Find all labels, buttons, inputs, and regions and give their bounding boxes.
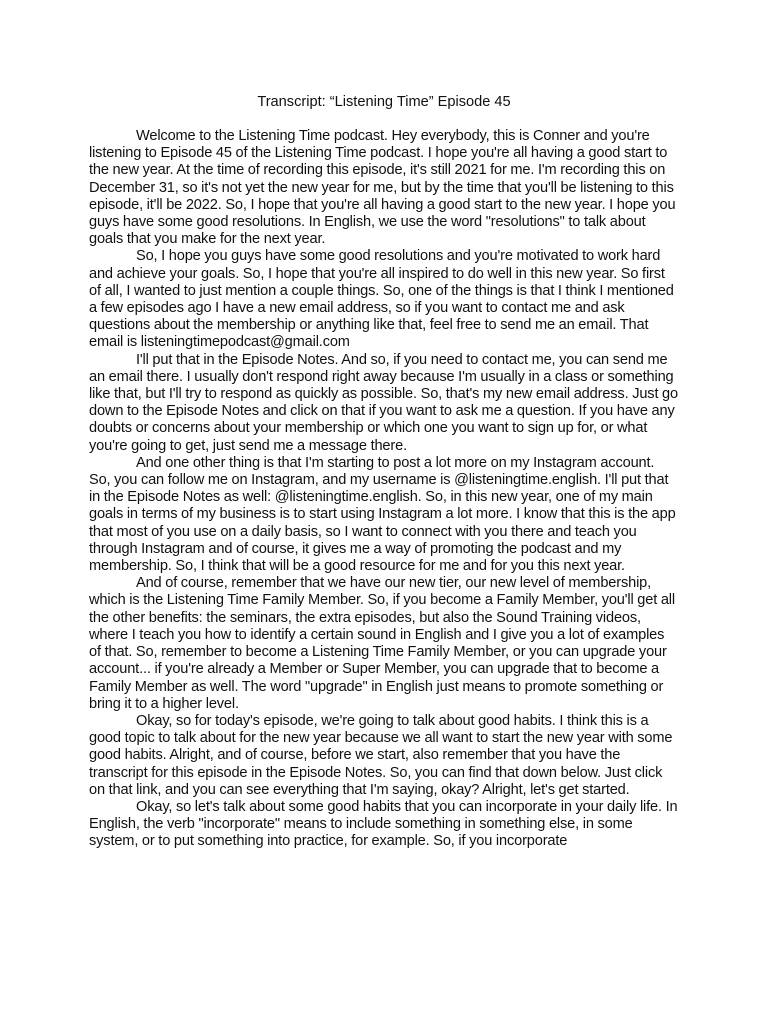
document-title: Transcript: “Listening Time” Episode 45 [257, 94, 511, 110]
paragraph-1: Welcome to the Listening Time podcast. Hey everybody, this is Conner and you're listening to Episode 45 of the Listening Time podcast. I hope you're all having a good start to the new year. At the time of recording this episode, it's still 2021 for me. I'm recording this on December 31, so it's not yet the new year for me, but by the time that you'll be listening to this episode, it'll be 2022. So, I hope that you're all having a good start to the new year. I hope you guys have some good resolutions. In English, we use the word "resolutions" to talk about goals that you make for the next year. [89, 128, 676, 248]
paragraph-3: I'll put that in the Episode Notes. And so, if you need to contact me, you can send me an email there. I usually don't respond right away because I'm usually in a class or something like that, but I'll try to respond as quickly as possible. So, that's my new email address. Just go down to the Episode Notes and click on that if you want to ask me a question. If you have any doubts or concerns about your membership or which one you want to sign up for, or what you're going to get, just send me a message there. [89, 351, 678, 454]
transcript-body [89, 128, 679, 851]
paragraph-6: Okay, so for today's episode, we're going to talk about good habits. I think this is a good topic to talk about for the new year because we all want to start the new year with some good habits. Alright, and of course, before we start, also remember that you have the transcript for this episode in the Episode Notes. So, you can find that down below. Just click on that link, and you can see everything that I'm saying, okay? Alright, let's get started. [89, 712, 673, 798]
paragraph-7: Okay, so let's talk about some good habits that you can incorporate in your daily life. In English, the verb "incorporate" means to include something in something else, in some system, or to put something into practice, for example. So, if you incorporate [89, 798, 678, 850]
paragraph-4: And one other thing is that I'm starting to post a lot more on my Instagram account. So, you can follow me on Instagram, and my username is @listeningtime.english. I'll put that in the Episode Notes as well: @listeningtime.english. So, in this new year, one of my main goals in terms of my business is to start using Instagram a lot more. I know that this is the app that most of you use on a daily basis, so I want to connect with you there and teach you through Instagram and of course, it gives me a way of promoting the podcast and my membership. So, I think that will be a good resource for me and for you this next year. [89, 454, 676, 575]
paragraph-2: So, I hope you guys have some good resolutions and you're motivated to work hard and achieve your goals. So, I hope that you're all inspired to do well in this new year. So first of all, I wanted to just mention a couple things. So, one of the things is that I think I mentioned a few episodes ago I have a new email address, so if you want to contact me and ask questions about the membership or anything like that, feel free to send me an email. That email is listeningtimepodcast@gmail.com [89, 248, 674, 351]
paragraph-5: And of course, remember that we have our new tier, our new level of membership, which is the Listening Time Family Member. So, if you become a Family Member, you'll get all the other benefits: the seminars, the extra episodes, but also the Sound Training videos, where I teach you how to identify a certain sound in English and I give you a lot of examples of that. So, remember to become a Listening Time Family Member, or you can upgrade your account... if you're already a Member or Super Member, you can upgrade that to become a Family Member as well. The word "upgrade" in English just means to promote something or bring it to a higher level. [89, 575, 675, 712]
